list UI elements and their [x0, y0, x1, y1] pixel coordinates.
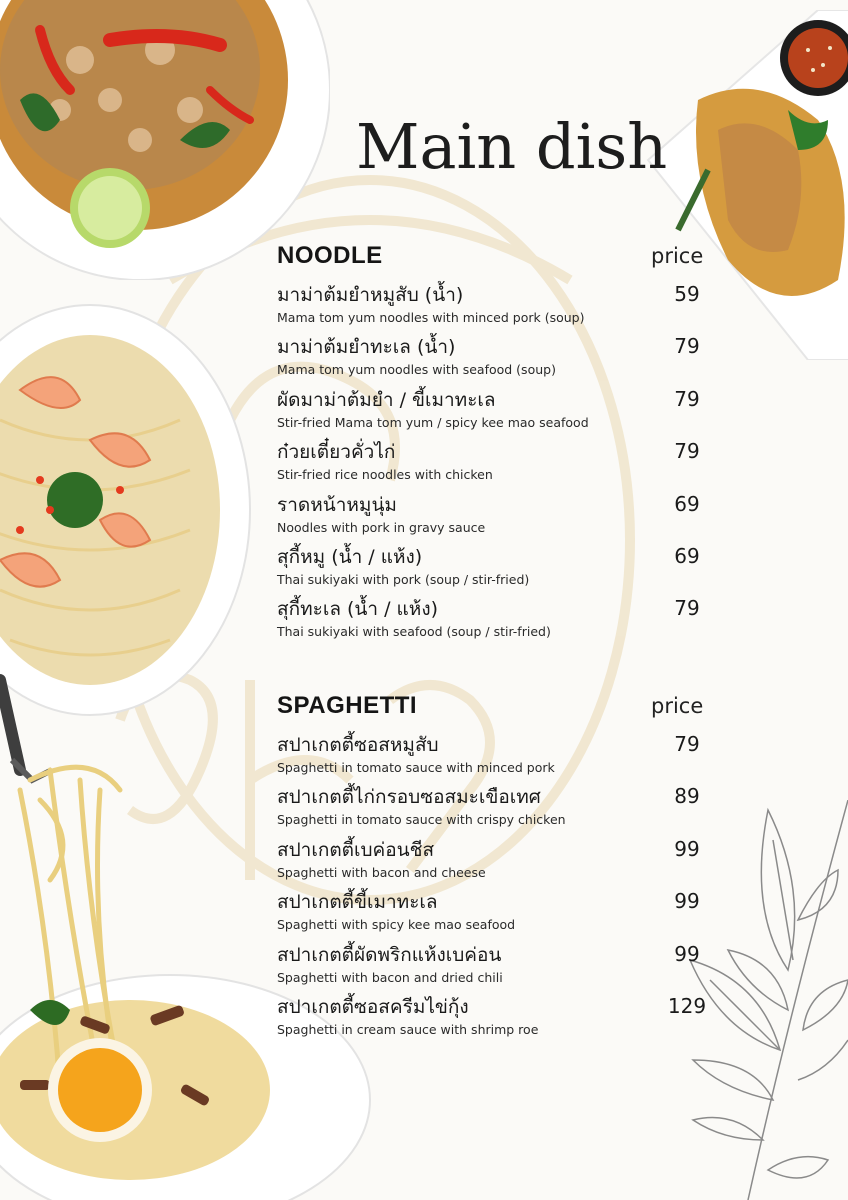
menu-item	[277, 730, 717, 782]
item-name-thai: สปาเกตตี้ซอสหมูสับ	[277, 734, 439, 756]
item-price: 59	[674, 282, 700, 306]
item-price: 79	[674, 596, 700, 621]
item-name-english: Spaghetti with spicy kee mao seafood	[277, 917, 516, 933]
item-name-thai: สปาเกตตี้ขี้เมาทะเล	[277, 891, 438, 914]
item-price: 69	[674, 543, 700, 568]
section-header	[277, 240, 717, 280]
item-price: 99	[674, 941, 700, 966]
menu-item	[277, 490, 717, 542]
menu-item	[277, 940, 717, 992]
section-title: NOODLE	[277, 242, 383, 269]
item-price: 79	[674, 334, 700, 359]
item-name-english: Spaghetti with bacon and cheese	[277, 864, 486, 880]
item-name-thai: สปาเกตตี้ไก่กรอบซอสมะเขือเทศ	[277, 786, 541, 809]
item-name-english: Noodles with pork in gravy sauce	[277, 519, 486, 535]
menu-section-spaghetti	[277, 690, 717, 1044]
item-name-thai: สุกี้หมู (น้ำ / แห้ง)	[277, 545, 423, 568]
menu-item	[277, 437, 717, 489]
item-name-thai: ก๋วยเตี๋ยวคั่วไก่	[277, 441, 396, 464]
price-column-header: price	[651, 244, 704, 268]
section-header	[277, 690, 717, 730]
item-name-english: Stir-fried Mama tom yum / spicy kee mao seafood	[277, 414, 589, 430]
item-price: 79	[674, 439, 700, 464]
item-price: 99	[674, 836, 700, 861]
item-name-thai: มาม่าต้มยำทะเล (น้ำ)	[277, 336, 456, 359]
item-price: 69	[674, 491, 700, 516]
item-name-thai: มาม่าต้มยำหมูสับ (น้ำ)	[277, 284, 464, 306]
menu-item	[277, 887, 717, 939]
item-price: 99	[674, 889, 700, 914]
shrimp-spaghetti-bowl-image	[0, 300, 260, 720]
menu-item	[277, 835, 717, 887]
item-price: 79	[674, 732, 700, 756]
item-name-english: Stir-fried rice noodles with chicken	[277, 467, 493, 483]
menu-item	[277, 782, 717, 834]
item-name-thai: สปาเกตตี้ซอสครีมไข่กุ้ง	[277, 995, 469, 1018]
section-title: SPAGHETTI	[277, 692, 418, 719]
price-column-header: price	[651, 694, 704, 718]
item-name-english: Mama tom yum noodles with minced pork (soup)	[277, 310, 585, 325]
item-name-english: Thai sukiyaki with pork (soup / stir-fried)	[277, 571, 530, 587]
item-name-english: Spaghetti in tomato sauce with crispy chicken	[277, 812, 566, 828]
menu-item	[277, 992, 717, 1044]
item-price: 79	[674, 386, 700, 411]
item-name-english: Thai sukiyaki with seafood (soup / stir-fried)	[277, 624, 551, 640]
item-name-english: Spaghetti with bacon and dried chili	[277, 969, 503, 985]
item-name-thai: สุกี้ทะเล (น้ำ / แห้ง)	[277, 598, 439, 621]
menu-item	[277, 542, 717, 594]
item-name-english: Spaghetti in tomato sauce with minced pork	[277, 760, 555, 775]
item-price: 89	[674, 784, 700, 809]
item-name-english: Spaghetti in cream sauce with shrimp roe	[277, 1021, 539, 1037]
tomyum-noodle-bowl-image	[0, 0, 330, 280]
menu-item	[277, 594, 717, 646]
page-title: Main dish	[356, 110, 668, 183]
menu-item	[277, 332, 717, 384]
item-name-thai: ผัดมาม่าต้มยำ / ขี้เมาทะเล	[277, 388, 496, 411]
menu-item	[277, 385, 717, 437]
item-name-english: Mama tom yum noodles with seafood (soup)	[277, 362, 556, 378]
item-name-thai: สปาเกตตี้ผัดพริกแห้งเบค่อน	[277, 943, 502, 966]
item-name-thai: สปาเกตตี้เบค่อนชีส	[277, 838, 435, 861]
menu-item	[277, 280, 717, 332]
item-name-thai: ราดหน้าหมูนุ่ม	[277, 493, 397, 516]
menu-section-noodle	[277, 240, 717, 647]
item-price: 129	[667, 993, 707, 1018]
